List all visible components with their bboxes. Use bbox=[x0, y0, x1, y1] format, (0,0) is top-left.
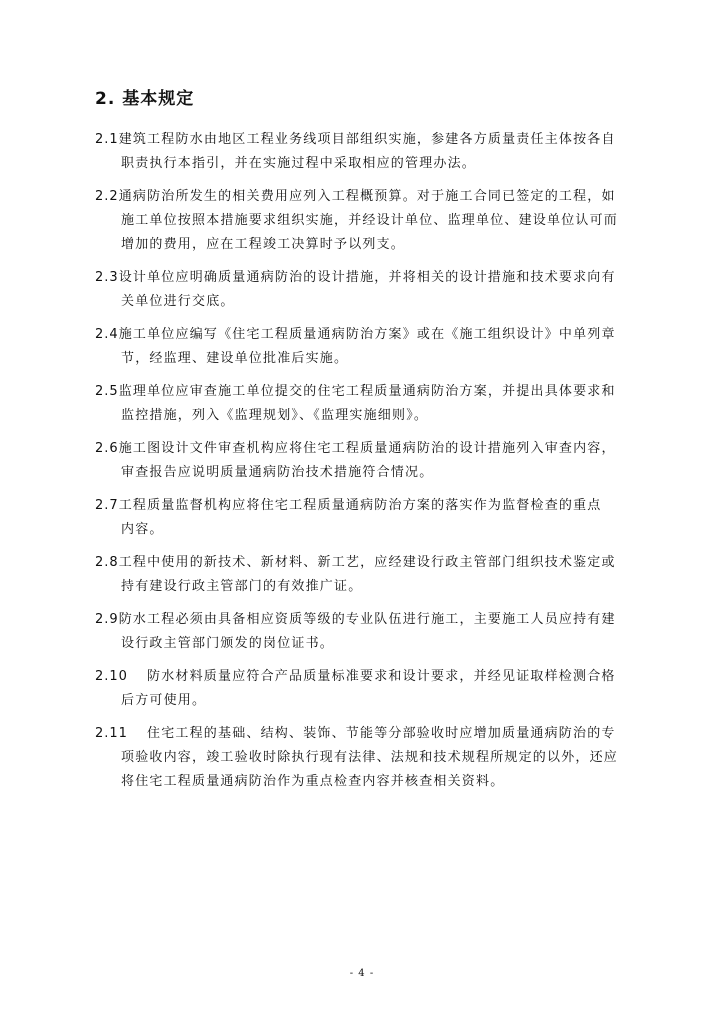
clause-line: 设行政主管部门颁发的岗位证书。 bbox=[121, 636, 335, 651]
clause-line bbox=[95, 323, 635, 347]
clause-line bbox=[95, 665, 635, 689]
clause-item bbox=[95, 722, 635, 794]
clause-item bbox=[95, 494, 635, 542]
clause-item bbox=[95, 266, 635, 314]
clause-item bbox=[95, 323, 635, 371]
clause-number: 2.11 bbox=[95, 726, 128, 741]
clause-line bbox=[95, 128, 635, 152]
clause-item bbox=[95, 551, 635, 599]
clause-item bbox=[95, 185, 635, 257]
clause-line: 后方可使用。 bbox=[121, 693, 207, 708]
clause-item bbox=[95, 128, 635, 176]
clause-line bbox=[95, 608, 635, 632]
page-number: - 4 - bbox=[349, 968, 375, 979]
clause-text: 设计单位应明确质量通病防治的设计措施，并将相关的设计措施和技术要求向有 bbox=[118, 270, 616, 285]
clause-line: 持有建设行政主管部门的有效推广证。 bbox=[121, 579, 363, 594]
clause-number: 2.7 bbox=[95, 498, 119, 513]
clause-line bbox=[95, 494, 635, 518]
clause-number: 2.6 bbox=[95, 441, 119, 456]
clause-line: 监控措施，列入《监理规划》、《监理实施细则》。 bbox=[121, 408, 429, 423]
clause-item bbox=[95, 665, 635, 713]
clause-line bbox=[95, 380, 635, 404]
clause-number: 2.4 bbox=[95, 327, 119, 342]
clause-item bbox=[95, 380, 635, 428]
clause-number: 2.8 bbox=[95, 555, 119, 570]
clause-line bbox=[95, 266, 635, 290]
clause-text: 住宅工程的基础、结构、装饰、节能等分部验收时应增加质量通病防治的专 bbox=[147, 726, 616, 741]
clause-item bbox=[95, 437, 635, 485]
clause-line: 关单位进行交底。 bbox=[121, 294, 235, 309]
clause-number: 2.2 bbox=[95, 189, 119, 204]
clause-text: 施工单位应编写《住宅工程质量通病防治方案》或在《施工组织设计》中单列章 bbox=[118, 327, 616, 342]
clause-line: 节，经监理、建设单位批准后实施。 bbox=[121, 351, 349, 366]
clause-line: 内容。 bbox=[121, 522, 164, 537]
clause-text: 监理单位应审查施工单位提交的住宅工程质量通病防治方案，并提出具体要求和 bbox=[118, 384, 616, 399]
section-heading: 2. 基本规定 bbox=[95, 89, 195, 109]
clause-line bbox=[95, 185, 635, 209]
clause-text: 通病防治所发生的相关费用应列入工程概预算。对于施工合同已签定的工程，如 bbox=[118, 189, 616, 204]
clause-text: 防水工程必须由具备相应资质等级的专业队伍进行施工，主要施工人员应持有建 bbox=[118, 612, 616, 627]
clause-list bbox=[95, 128, 635, 803]
clause-number: 2.1 bbox=[95, 132, 119, 147]
clause-line: 将住宅工程质量通病防治作为重点检查内容并核查相关资料。 bbox=[121, 774, 505, 789]
clause-line: 施工单位按照本措施要求组织实施，并经设计单位、监理单位、建设单位认可而 bbox=[121, 213, 619, 228]
clause-line bbox=[95, 551, 635, 575]
clause-number: 2.3 bbox=[95, 270, 119, 285]
clause-line: 审查报告应说明质量通病防治技术措施符合情况。 bbox=[121, 465, 434, 480]
clause-line bbox=[95, 722, 635, 746]
clause-item bbox=[95, 608, 635, 656]
clause-text: 建筑工程防水由地区工程业务线项目部组织实施，参建各方质量责任主体按各自 bbox=[118, 132, 616, 147]
clause-text: 防水材料质量应符合产品质量标准要求和设计要求，并经见证取样检测合格 bbox=[147, 669, 616, 684]
clause-number: 2.10 bbox=[95, 669, 128, 684]
clause-text: 工程中使用的新技术、新材料、新工艺，应经建设行政主管部门组织技术鉴定或 bbox=[118, 555, 616, 570]
clause-text: 施工图设计文件审查机构应将住宅工程质量通病防治的设计措施列入审查内容， bbox=[118, 441, 616, 456]
clause-line bbox=[95, 437, 635, 461]
clause-line: 项验收内容，竣工验收时除执行现有法律、法规和技术规程所规定的以外，还应 bbox=[121, 750, 619, 765]
clause-number: 2.9 bbox=[95, 612, 119, 627]
clause-line: 职责执行本指引，并在实施过程中采取相应的管理办法。 bbox=[121, 156, 477, 171]
clause-text: 工程质量监督机构应将住宅工程质量通病防治方案的落实作为监督检查的重点 bbox=[118, 498, 602, 513]
clause-number: 2.5 bbox=[95, 384, 119, 399]
clause-line: 增加的费用，应在工程竣工决算时予以列支。 bbox=[121, 237, 406, 252]
